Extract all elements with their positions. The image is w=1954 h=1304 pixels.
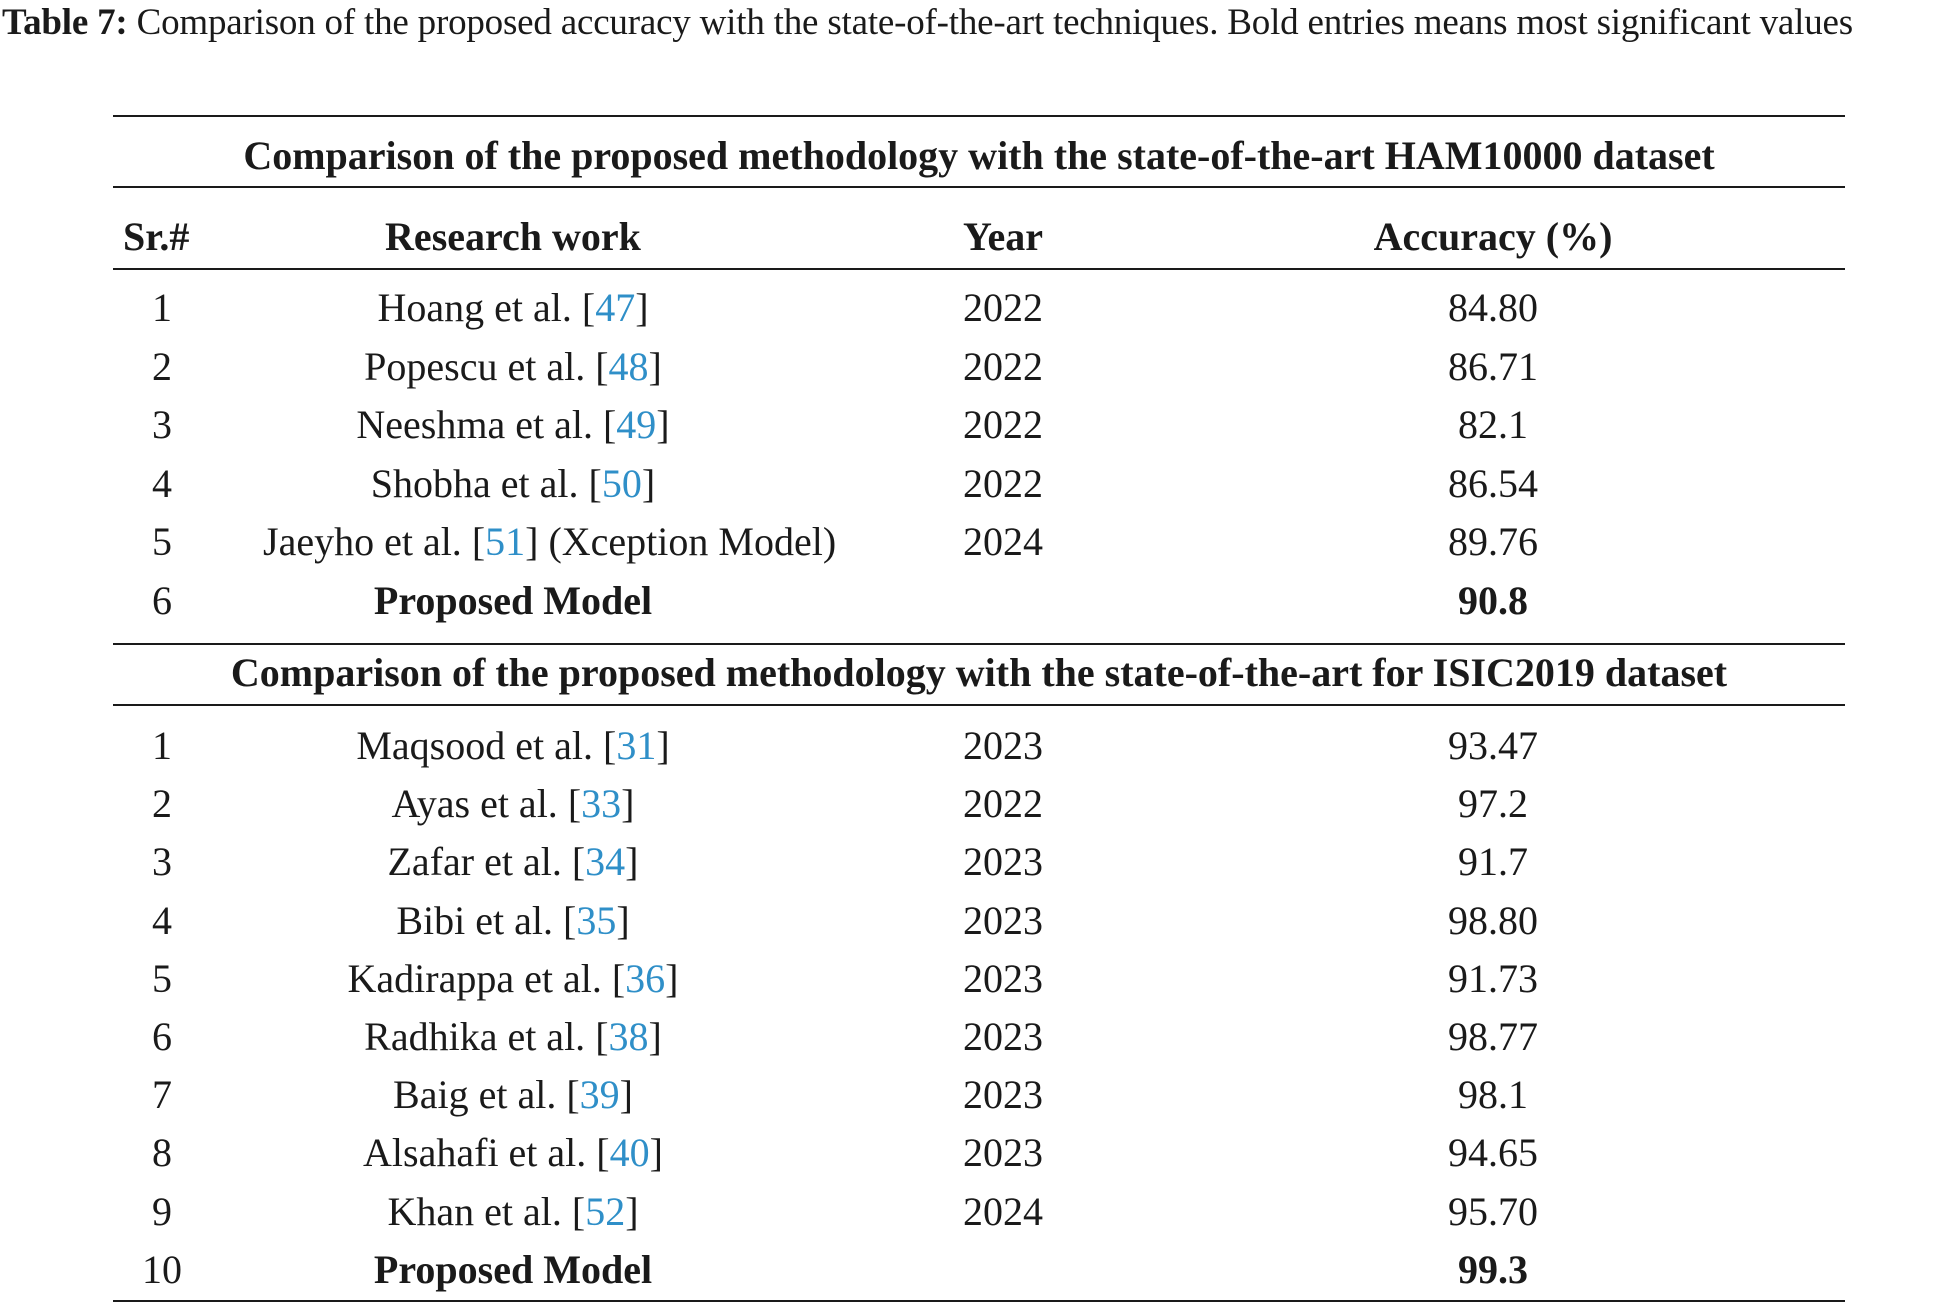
row-year: 2023	[963, 1130, 1043, 1176]
author-name: Baig et al.	[393, 1072, 567, 1118]
header-rule	[113, 268, 1845, 270]
row-sr: 4	[152, 897, 172, 943]
row-research-work: Hoang et al. [47]	[377, 285, 649, 330]
row-sr: 1	[152, 285, 172, 330]
table-row	[113, 779, 1845, 829]
table-header-row	[113, 212, 1845, 262]
citation-link: 39	[579, 1072, 620, 1118]
citation-link: 36	[625, 955, 666, 1001]
row-sr: 3	[152, 839, 172, 885]
row-accuracy: 86.54	[1448, 460, 1538, 506]
section-rule	[113, 643, 1845, 645]
row-sr: 4	[152, 460, 172, 506]
row-year: 2022	[963, 781, 1043, 827]
table-row	[113, 954, 1845, 1004]
row-research-work: Khan et al. [52]	[387, 1188, 639, 1234]
citation-link: 51	[485, 519, 526, 564]
row-research-work: Bibi et al. [35]	[396, 897, 630, 943]
row-research-work: Popescu et al. [48]	[364, 343, 662, 389]
table-row	[113, 342, 1845, 392]
citation-link: 52	[585, 1188, 626, 1234]
row-accuracy: 93.47	[1448, 723, 1538, 768]
caption-text: Comparison of the proposed accuracy with the state-of-the-art techniques. Bold entries means most significant values	[136, 2, 1853, 43]
row-research-work: Zafar et al. [34]	[387, 839, 639, 885]
header-research-work: Research work	[385, 214, 641, 259]
row-sr: 5	[152, 955, 172, 1001]
row-research-work: Proposed Model	[373, 577, 653, 623]
author-name: Ayas et al.	[391, 781, 568, 827]
author-name: Bibi et al.	[396, 897, 563, 943]
row-sr: 10	[142, 1246, 182, 1292]
row-sr: 6	[152, 1014, 172, 1059]
row-year: 2023	[963, 723, 1043, 768]
table-row-proposed	[113, 1245, 1845, 1295]
section-title-isic2019: Comparison of the proposed methodology with the state-of-the-art for ISIC2019 dataset	[230, 650, 1728, 695]
table-row	[113, 896, 1845, 946]
row-sr: 6	[152, 577, 172, 623]
row-year: 2023	[963, 897, 1043, 943]
section-title-ham10000: Comparison of the proposed methodology with the state-of-the-art HAM10000 dataset	[243, 133, 1715, 178]
citation-link: 38	[608, 1014, 649, 1059]
row-accuracy: 91.7	[1458, 839, 1528, 885]
row-accuracy: 82.1	[1458, 402, 1528, 447]
row-year: 2022	[963, 460, 1043, 506]
row-sr: 9	[152, 1188, 172, 1234]
row-sr: 7	[152, 1072, 172, 1118]
row-research-work: Radhika et al. [38]	[364, 1014, 662, 1059]
row-research-work: Kadirappa et al. [36]	[347, 955, 679, 1001]
table-row	[113, 837, 1845, 887]
citation-link: 49	[616, 402, 657, 447]
row-year: 2024	[963, 1188, 1043, 1234]
author-name: Khan et al.	[387, 1188, 572, 1234]
section-rule	[113, 186, 1845, 188]
row-accuracy: 90.8	[1458, 577, 1528, 623]
author-name: Maqsood et al.	[356, 723, 603, 768]
row-sr: 1	[152, 723, 172, 768]
author-name: Hoang et al.	[377, 285, 582, 330]
row-research-work: Alsahafi et al. [40]	[363, 1130, 663, 1176]
header-accuracy: Accuracy (%)	[1373, 214, 1613, 259]
author-name: Neeshma et al.	[356, 402, 603, 447]
row-accuracy: 98.77	[1448, 1014, 1538, 1059]
row-sr: 2	[152, 343, 172, 389]
row-accuracy: 86.71	[1448, 343, 1538, 389]
row-year: 2023	[963, 955, 1043, 1001]
row-accuracy: 89.76	[1448, 519, 1538, 564]
row-research-work: Ayas et al. [33]	[391, 781, 635, 827]
row-year: 2022	[963, 285, 1043, 330]
citation-link: 31	[616, 723, 657, 768]
row-sr: 5	[152, 519, 172, 564]
citation-link: 33	[581, 781, 622, 827]
row-year: 2023	[963, 1014, 1043, 1059]
row-year: 2022	[963, 343, 1043, 389]
citation-link: 40	[609, 1130, 650, 1176]
row-research-work: Baig et al. [39]	[393, 1072, 633, 1118]
table-row	[113, 721, 1845, 771]
table-row-proposed	[113, 576, 1845, 626]
row-research-work: Jaeyho et al. [51] (Xception Model)	[263, 519, 837, 564]
citation-link: 35	[576, 897, 617, 943]
author-name: Kadirappa et al.	[347, 955, 612, 1001]
table-row	[113, 1012, 1845, 1062]
table-row	[113, 400, 1845, 450]
row-year: 2022	[963, 402, 1043, 447]
row-accuracy: 99.3	[1458, 1246, 1528, 1292]
row-year: 2024	[963, 519, 1043, 564]
row-sr: 2	[152, 781, 172, 827]
row-research-work: Neeshma et al. [49]	[356, 402, 670, 447]
author-name: Radhika et al.	[364, 1014, 596, 1059]
author-name: Jaeyho et al.	[263, 519, 472, 564]
row-sr: 3	[152, 402, 172, 447]
row-accuracy: 91.73	[1448, 955, 1538, 1001]
author-name: Shobha et al.	[370, 460, 589, 506]
section-rule	[113, 704, 1845, 706]
row-accuracy: 97.2	[1458, 781, 1528, 827]
citation-link: 47	[595, 285, 636, 330]
bottom-rule	[113, 1300, 1845, 1302]
table-caption	[2, 0, 1952, 48]
citation-link: 50	[601, 460, 642, 506]
row-accuracy: 84.80	[1448, 285, 1538, 330]
row-accuracy: 98.80	[1448, 897, 1538, 943]
row-year: 2023	[963, 839, 1043, 885]
row-year: 2023	[963, 1072, 1043, 1118]
author-name: Alsahafi et al.	[363, 1130, 597, 1176]
row-accuracy: 94.65	[1448, 1130, 1538, 1176]
citation-link: 48	[608, 343, 649, 389]
table-row	[113, 1070, 1845, 1120]
header-year: Year	[963, 214, 1043, 259]
table-row	[113, 1128, 1845, 1178]
table-row	[113, 517, 1845, 567]
row-accuracy: 98.1	[1458, 1072, 1528, 1118]
caption-label: Table 7:	[2, 2, 128, 43]
author-name: Zafar et al.	[387, 839, 572, 885]
top-rule	[113, 115, 1845, 117]
table-row	[113, 1187, 1845, 1237]
citation-link: 34	[585, 839, 626, 885]
row-research-work: Proposed Model	[373, 1246, 653, 1292]
table-row	[113, 459, 1845, 509]
model-note: (Xception Model)	[538, 519, 837, 564]
row-accuracy: 95.70	[1448, 1188, 1538, 1234]
author-name: Popescu et al.	[364, 343, 596, 389]
row-sr: 8	[152, 1130, 172, 1176]
header-sr: Sr.#	[123, 214, 190, 259]
row-research-work: Shobha et al. [50]	[370, 460, 656, 506]
table-row	[113, 283, 1845, 333]
row-research-work: Maqsood et al. [31]	[356, 723, 670, 768]
